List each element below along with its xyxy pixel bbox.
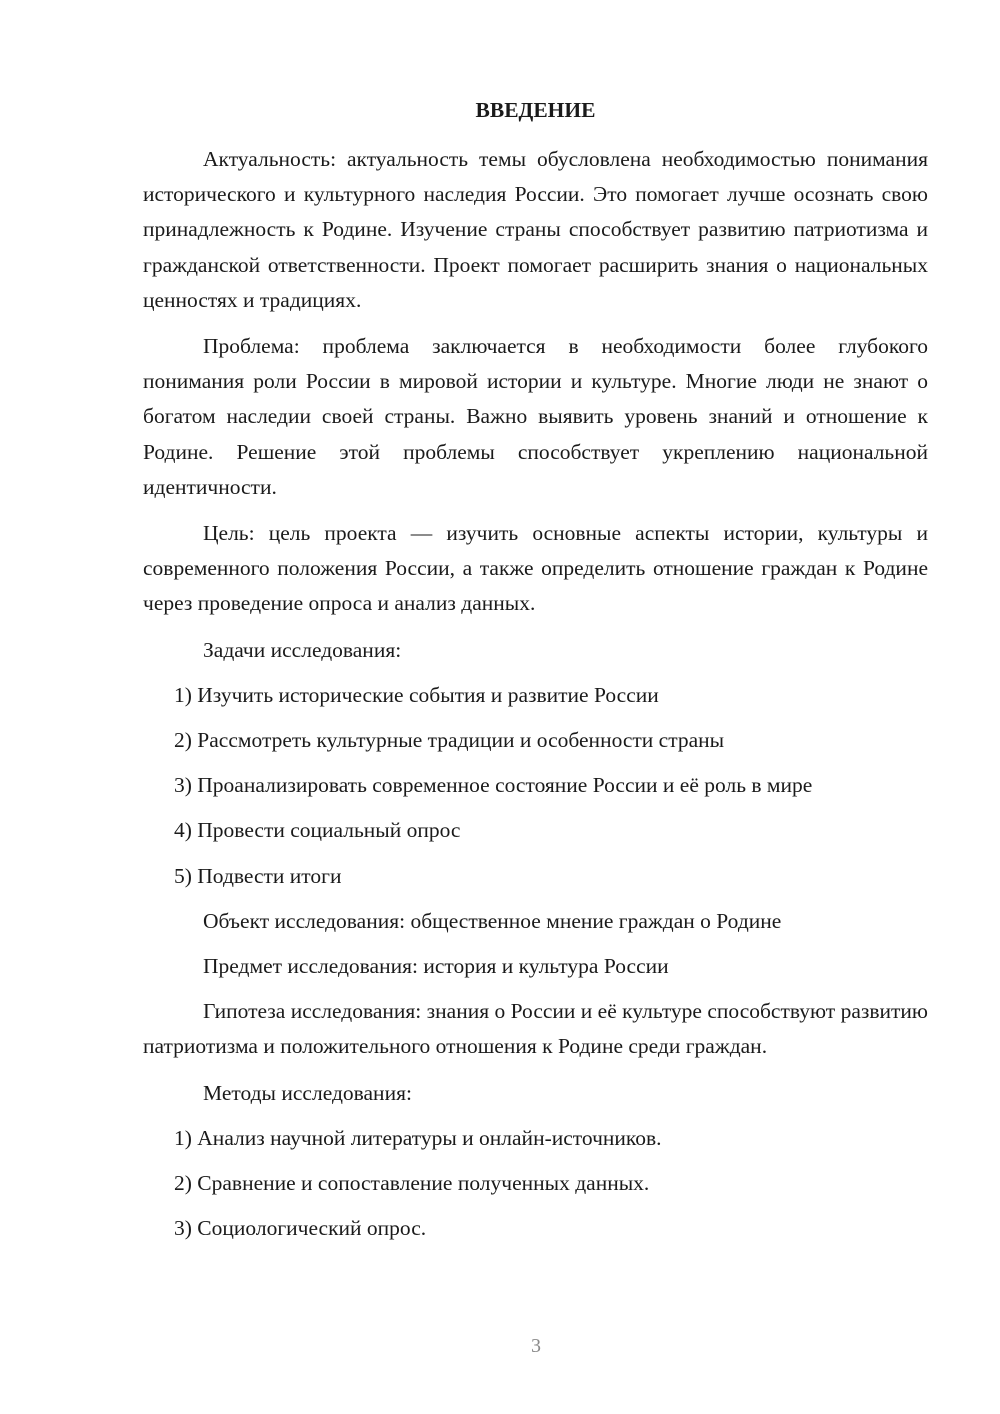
list-item: 1) Анализ научной литературы и онлайн-источников. [174, 1125, 662, 1150]
document-body [143, 95, 928, 1256]
page-number: 3 [531, 1335, 541, 1357]
methods-heading: Методы исследования: [203, 1080, 412, 1105]
research-subject: Предмет исследования: история и культура России [203, 953, 669, 978]
hypothesis-paragraph: Гипотеза исследования: знания о России и её культуре способствуют развитию патриотизма и положительного отношения к Родине среди граждан. [143, 999, 928, 1059]
list-item: 2) Сравнение и сопоставление полученных данных. [174, 1170, 650, 1195]
list-item: 2) Рассмотреть культурные традиции и особенности страны [174, 728, 725, 753]
section-title: ВВЕДЕНИЕ [475, 98, 596, 122]
list-item: 3) Социологический опрос. [174, 1216, 427, 1241]
list-item: 4) Провести социальный опрос [174, 818, 461, 843]
research-object: Объект исследования: общественное мнение граждан о Родине [203, 908, 782, 933]
methods-list [143, 1121, 928, 1247]
relevance-paragraph: Актуальность: актуальность темы обусловлена необходимостью понимания исторического и культурного наследия России. Это помогает лучше осознать свою принадлежность к Родине. Изучение страны способствует развитию патриотизма и гражданской ответственности. Проект помогает расширить знания о национальных ценностях и традициях. [143, 147, 928, 312]
list-item: 3) Проанализировать современное состояние России и её роль в мире [174, 773, 813, 798]
list-item: 5) Подвести итоги [174, 863, 342, 888]
problem-paragraph: Проблема: проблема заключается в необходимости более глубокого понимания роли России в мировой истории и культуре. Многие люди не знают о богатом наследии своей страны. Важно выявить уровень знаний и отношение к Родине. Решение этой проблемы способствует укреплению национальной идентичности. [143, 334, 928, 499]
goal-paragraph: Цель: цель проекта — изучить основные аспекты истории, культуры и современного положения России, а также определить отношение граждан к Родине через проведение опроса и анализ данных. [143, 521, 928, 616]
tasks-heading: Задачи исследования: [203, 637, 402, 662]
tasks-list [143, 678, 928, 894]
list-item: 1) Изучить исторические события и развитие России [174, 682, 659, 707]
